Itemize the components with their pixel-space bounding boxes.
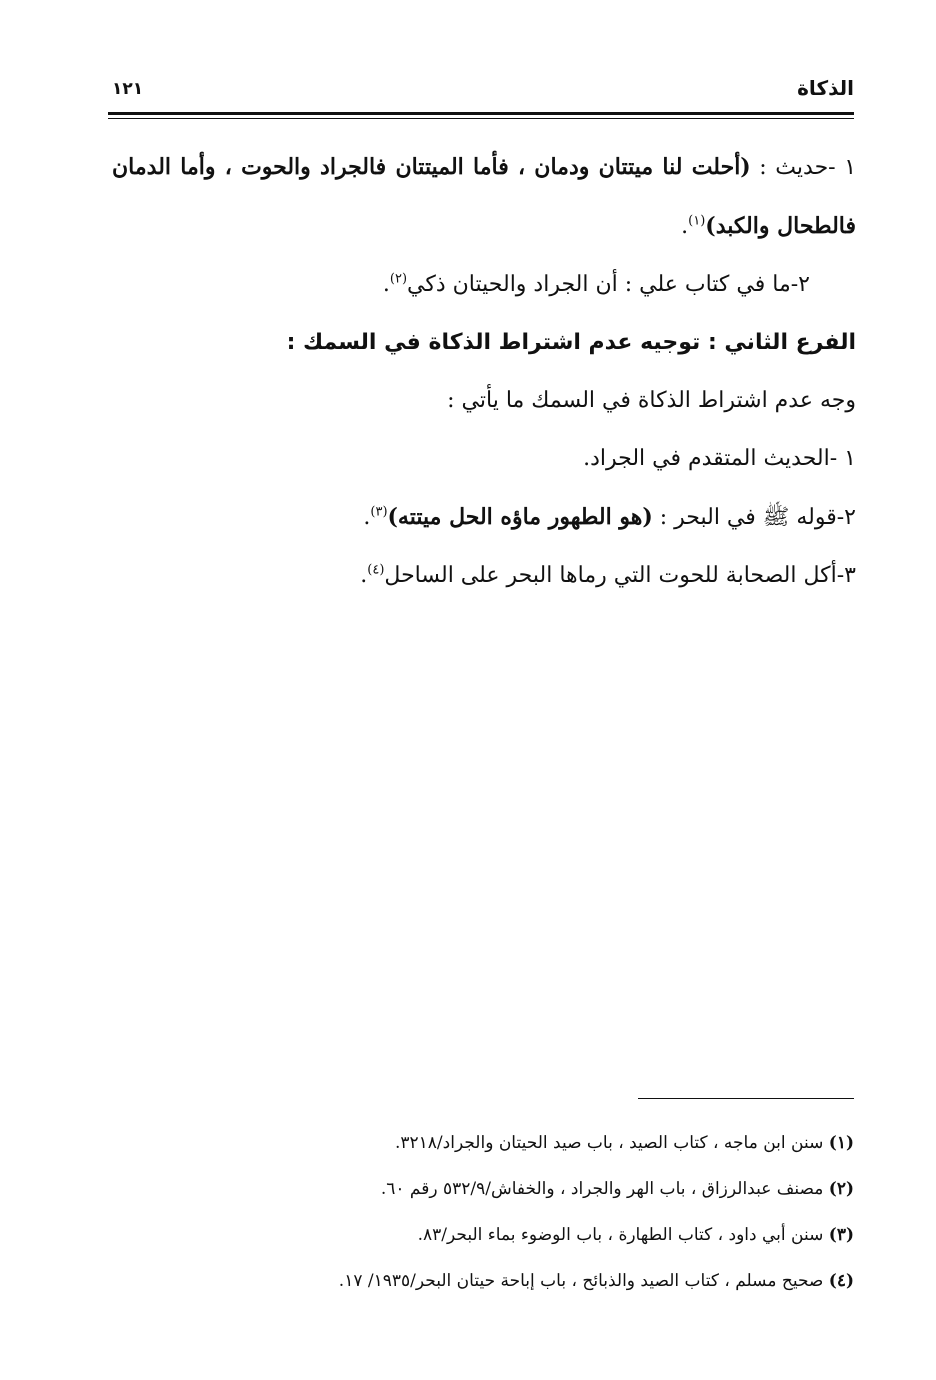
- paragraph-item2: [112, 256, 856, 314]
- section-heading: الفرع الثاني : توجيه عدم اشتراط الذكاة في السمك :: [286, 330, 856, 355]
- header-rule-thick: [108, 112, 854, 115]
- paragraph-point3: [112, 547, 856, 605]
- point2-prefix: ٢-قوله ﷺ في البحر :: [652, 505, 856, 530]
- footnote-number: (١): [828, 1133, 854, 1153]
- footnote-4: [180, 1258, 854, 1304]
- footnotes-list: [180, 1120, 854, 1304]
- footnote-text: سنن أبي داود ، كتاب الطهارة ، باب الوضوء بماء البحر/٨٣.: [417, 1225, 829, 1245]
- point3-end: .: [360, 563, 368, 588]
- footnote-text: مصنف عبدالرزاق ، باب الهر والجراد ، والخفاش/٥٣٢/٩ رقم ٦٠.: [380, 1179, 829, 1199]
- page-number: ١٢١: [112, 79, 144, 99]
- paragraph-item1: [112, 138, 856, 256]
- footnote-ref-3[interactable]: (٣): [370, 504, 388, 520]
- item2-end: .: [382, 272, 390, 297]
- running-title: الذكاة: [797, 76, 854, 100]
- footnote-ref-4[interactable]: (٤): [367, 562, 385, 578]
- item2-text: ٢-ما في كتاب علي : أن الجراد والحيتان ذكي: [407, 272, 810, 297]
- point2-end: .: [363, 505, 371, 530]
- footnote-1: [180, 1120, 854, 1166]
- footnote-number: (٤): [828, 1271, 854, 1291]
- item1-prefix: ١ -حديث :: [750, 155, 857, 180]
- footnote-3: [180, 1212, 854, 1258]
- footnote-text: صحيح مسلم ، كتاب الصيد والذبائح ، باب إباحة حيتان البحر/١٩٣٥/ ١٧.: [338, 1271, 829, 1291]
- footnote-text: سنن ابن ماجه ، كتاب الصيد ، باب صيد الحيتان والجراد/٣٢١٨.: [394, 1133, 829, 1153]
- footnote-separator: [638, 1098, 854, 1099]
- point2-hadith-quote: (هو الطهور ماؤه الحل ميتته): [387, 504, 653, 530]
- main-text: [112, 138, 856, 605]
- point3-text: ٣-أكل الصحابة للحوت التي رماها البحر على الساحل: [384, 563, 856, 588]
- footnote-2: [180, 1166, 854, 1212]
- footnote-ref-2[interactable]: (٢): [389, 271, 408, 287]
- paragraph-point1: ١ -الحديث المتقدم في الجراد.: [583, 446, 856, 471]
- item1-hadith-quote: (أحلت لنا ميتتان ودمان ، فأما الميتتان فالجراد والحوت ، وأما الدمان فالطحال والكبد): [112, 154, 856, 239]
- page-header: [108, 76, 854, 102]
- footnote-number: (٢): [828, 1179, 854, 1199]
- footnote-number: (٣): [828, 1225, 854, 1245]
- item1-end: .: [681, 214, 689, 239]
- paragraph-point2: [112, 488, 856, 547]
- footnote-ref-1[interactable]: (١): [688, 213, 706, 229]
- paragraph-intro: وجه عدم اشتراط الذكاة في السمك ما يأتي :: [447, 388, 856, 413]
- header-rule-thin: [108, 118, 854, 119]
